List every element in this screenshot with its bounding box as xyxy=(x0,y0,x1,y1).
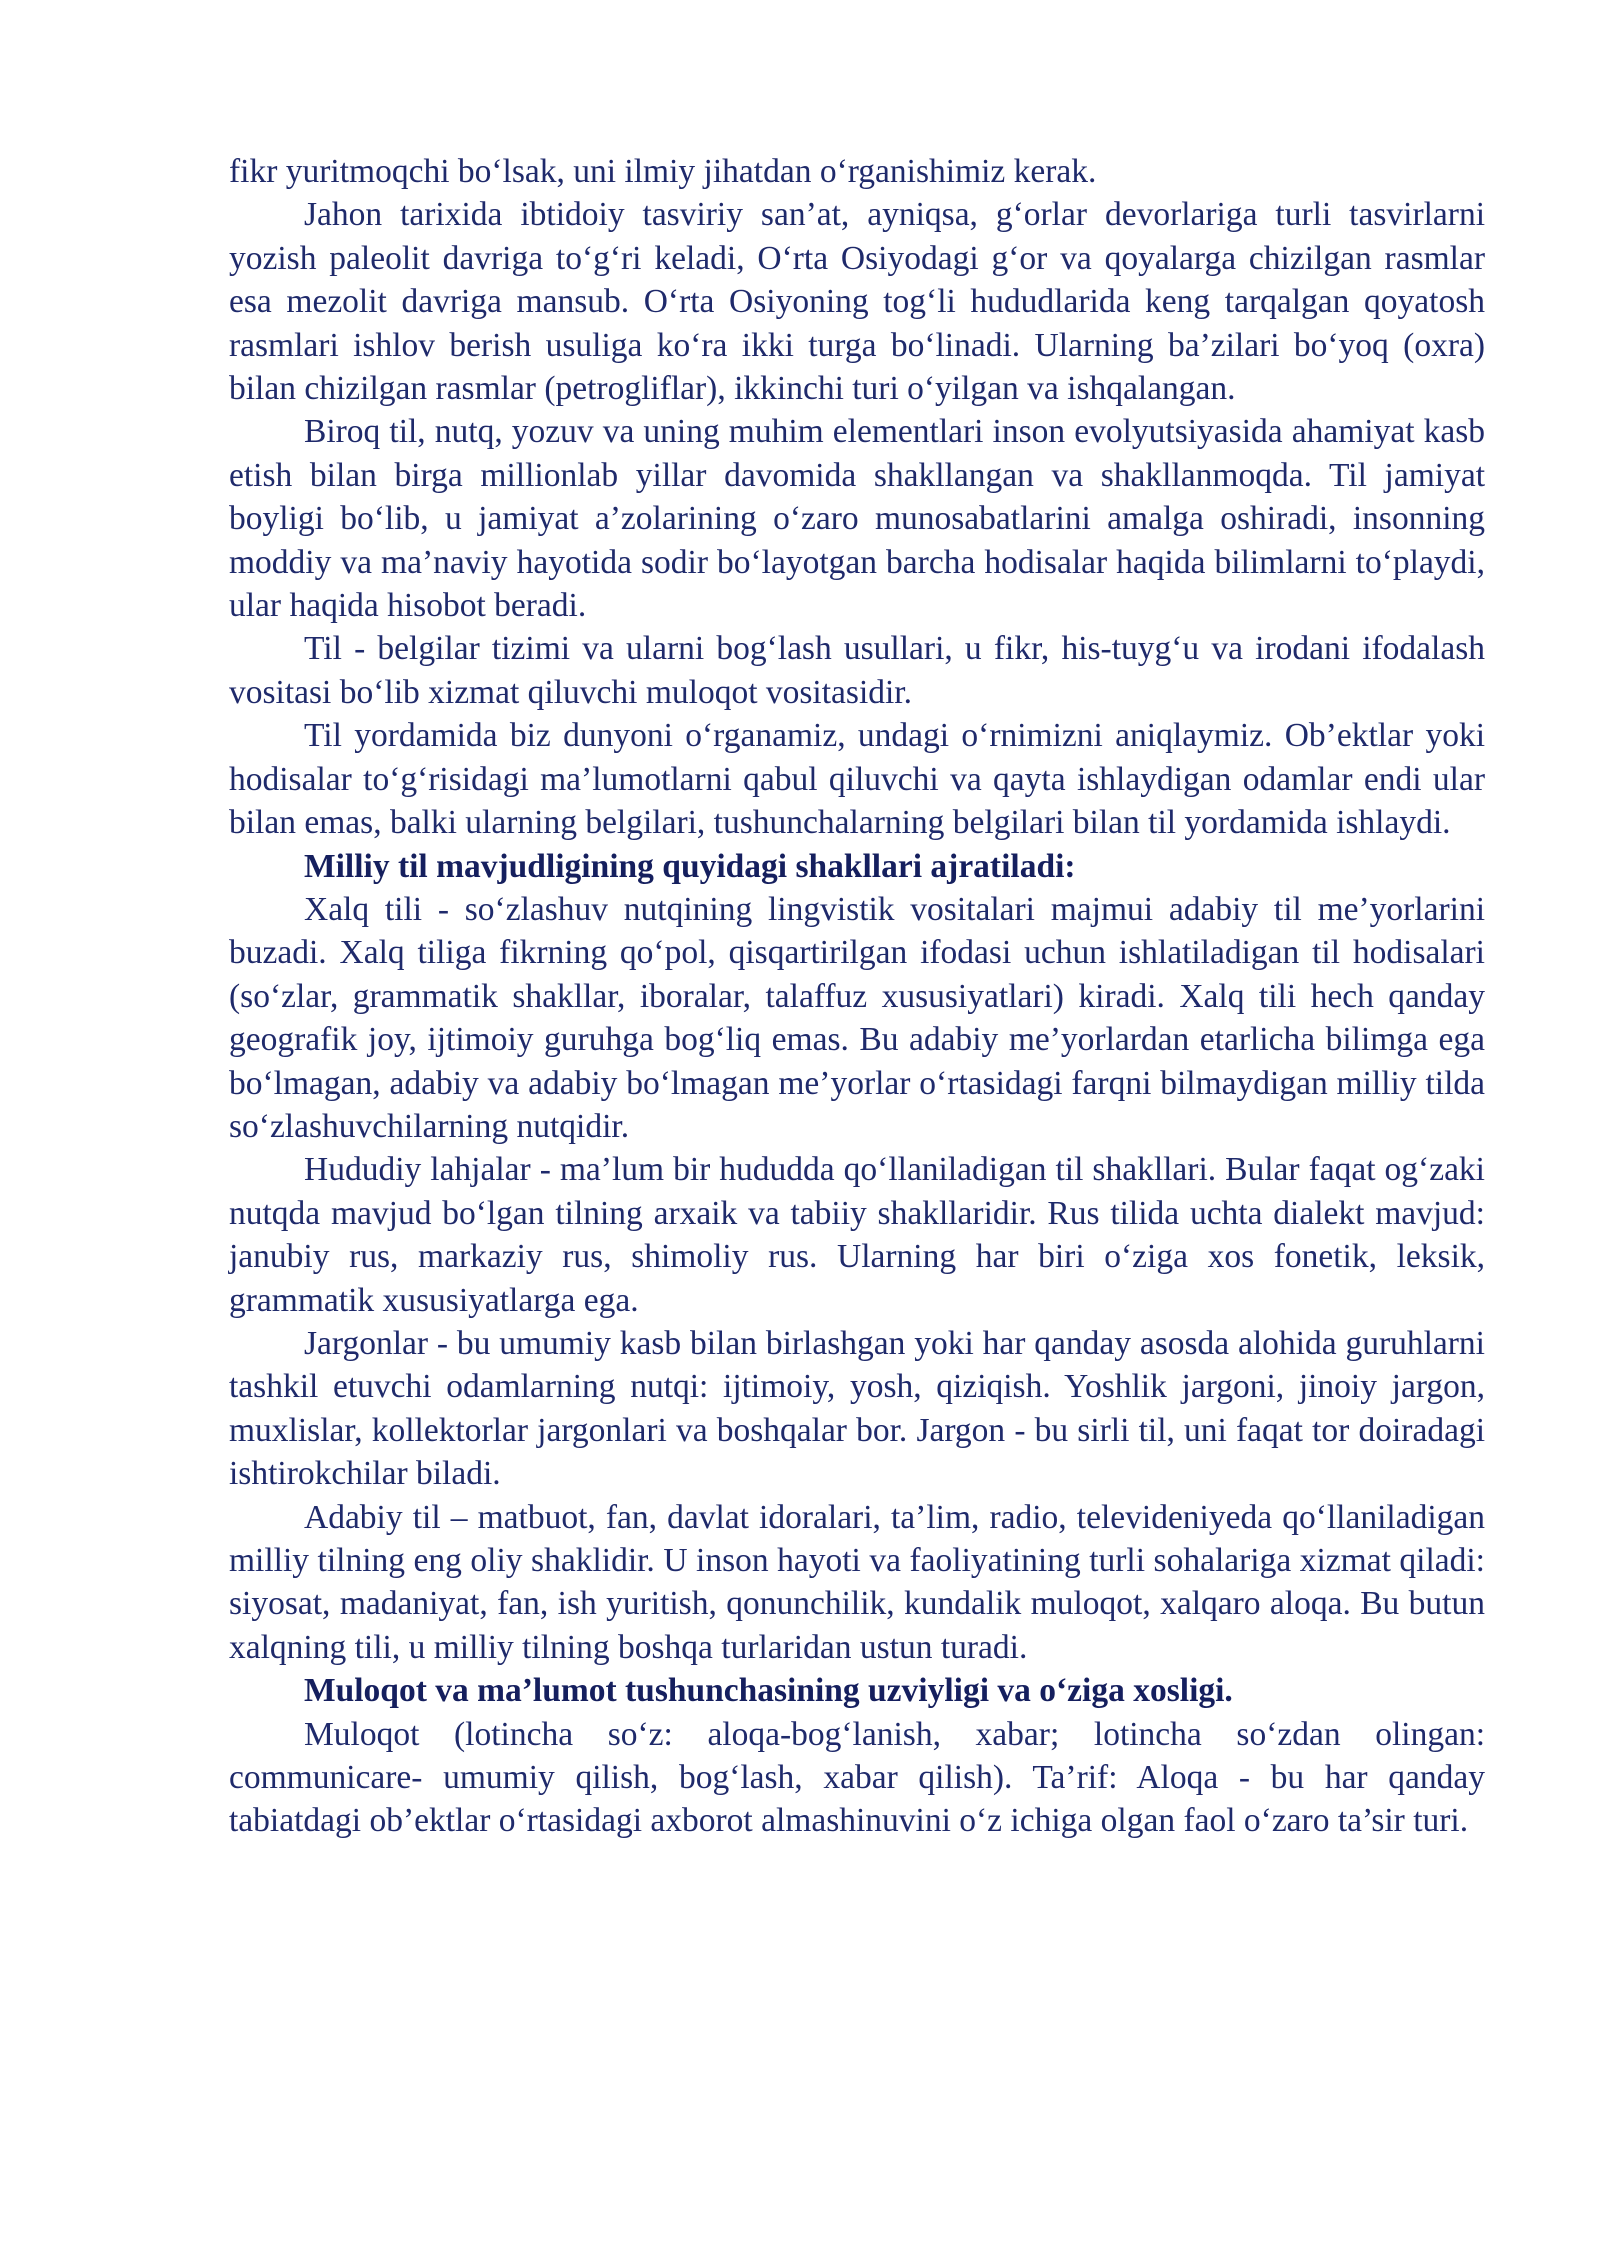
paragraph-continuation: fikr yuritmoqchi bo‘lsak, uni ilmiy jihatdan o‘rganishimiz kerak. xyxy=(229,153,1097,190)
document-page xyxy=(229,150,1485,1843)
paragraph-language-evolution: Biroq til, nutq, yozuv va uning muhim elementlari inson evolyutsiyasida ahamiyat kasb etish bilan birga millionlab yillar davomida shakllangan va shakllanmoqda. Til jamiyat boyligi bo‘lib, u jamiyat a’zolarining o‘zaro munosabatlarini amalga oshiradi, insonning moddiy va ma’naviy hayotida sodir bo‘layotgan barcha hodisalar haqida bilimlarni to‘playdi, ular haqida hisobot beradi. xyxy=(229,413,1485,625)
paragraph-language-definition: Til - belgilar tizimi va ularni bog‘lash usullari, u fikr, his-tuyg‘u va irodani ifodalash vositasi bo‘lib xizmat qiluvchi muloqot vositasidir. xyxy=(229,630,1485,711)
paragraph-cave-art: Jahon tarixida ibtidoiy tasviriy san’at, ayniqsa, g‘orlar devorlariga turli tasvirlarni yozish paleolit davriga to‘g‘ri keladi, O‘rta Osiyodagi g‘or va qoyalarga chizilgan rasmlar esa mezolit davriga mansub. O‘rta Osiyoning tog‘li hududlarida keng tarqalgan qoyatosh rasmlari ishlov berish usuliga ko‘ra ikki turga bo‘linadi. Ularning ba’zilari bo‘yoq (oxra) bilan chizilgan rasmlar (petrogliflar), ikkinchi turi o‘yilgan va ishqalangan. xyxy=(229,196,1485,408)
paragraph-language-role: Til yordamida biz dunyoni o‘rganamiz, undagi o‘rnimizni aniqlaymiz. Ob’ektlar yoki hodisalar to‘g‘risidagi ma’lumotlarni qabul qiluvchi va qayta ishlaydigan odamlar endi ular bilan emas, balki ularning belgilari, tushunchalarning belgilari bilan til yordamida ishlaydi. xyxy=(229,717,1485,842)
paragraph-literary-language: Adabiy til – matbuot, fan, davlat idoralari, ta’lim, radio, televideniyeda qo‘llaniladigan milliy tilning eng oliy shaklidir. U inson hayoti va faoliyatining turli sohalariga xizmat qiladi: siyosat, madaniyat, fan, ish yuritish, qonunchilik, kundalik muloqot, xalqaro aloqa. Bu butun xalqning tili, u milliy tilning boshqa turlaridan ustun turadi. xyxy=(229,1498,1485,1666)
paragraph-regional-dialects: Hududiy lahjalar - ma’lum bir hududda qo‘llaniladigan til shakllari. Bular faqat og‘zaki nutqda mavjud bo‘lgan tilning arxaik va tabiiy shakllaridir. Rus tilida uchta dialekt mavjud: janubiy rus, markaziy rus, shimoliy rus. Ularning har biri o‘ziga xos fonetik, leksik, grammatik xususiyatlarga ega. xyxy=(229,1151,1485,1319)
paragraph-jargons: Jargonlar - bu umumiy kasb bilan birlashgan yoki har qanday asosda alohida guruhlarni tashkil etuvchi odamlarning nutqi: ijtimoiy, yosh, qiziqish. Yoshlik jargoni, jinoiy jargon, muxlislar, kollektorlar jargonlari va boshqalar bor. Jargon - bu sirli til, uni faqat tor doiradagi ishtirokchilar biladi. xyxy=(229,1324,1485,1493)
paragraph-communication-definition: Muloqot (lotincha so‘z: aloqa-bog‘lanish, xabar; lotincha so‘zdan olingan: communicare- umumiy qilish, bog‘lash, xabar qilish). Ta’rif: Aloqa - bu har qanday tabiatdagi ob’ektlar o‘rtasidagi axborot almashinuvini o‘z ichiga olgan faol o‘zaro ta’sir turi. xyxy=(229,1715,1485,1840)
section-heading-communication-information: Muloqot va ma’lumot tushunchasining uzviyligi va o‘ziga xosligi. xyxy=(304,1672,1233,1710)
paragraph-folk-language: Xalq tili - so‘zlashuv nutqining lingvistik vositalari majmui adabiy til me’yorlarini buzadi. Xalq tiliga fikrning qo‘pol, qisqartirilgan ifodasi uchun ishlatiladigan til hodisalari (so‘zlar, grammatik shakllar, iboralar, talaffuz xususiyatlari) kiradi. Xalq tili hech qanday geografik joy, ijtimoiy guruhga bog‘liq emas. Bu adabiy me’yorlardan etarlicha bilimga ega bo‘lmagan, adabiy va adabiy bo‘lmagan me’yorlar o‘rtasidagi farqni bilmaydigan milliy tilda so‘zlashuvchilarning nutqidir. xyxy=(229,890,1485,1145)
section-heading-national-language-forms: Milliy til mavjudligining quyidagi shakllari ajratiladi: xyxy=(304,847,1076,885)
